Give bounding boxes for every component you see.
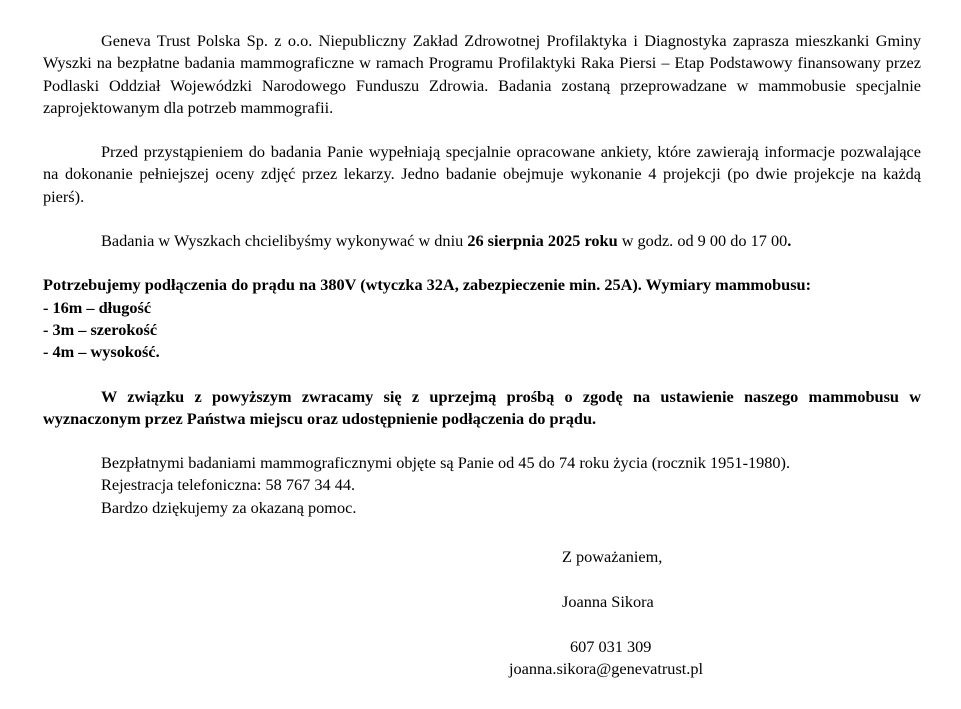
dimension-height: - 4m – wysokość.	[43, 342, 160, 362]
intro-paragraph: Geneva Trust Polska Sp. z o.o. Niepubliczny Zakład Zdrowotnej Profilaktyka i Diagnostyka zaprasza mieszkanki Gminy Wyszki na bezpłatne badania mammograficzne w ramach Programu Profilaktyki Raka Piersi – Etap Podstawowy finansowany przez Podlaski Oddział Wojewódzki Narodowego Funduszu Zdrowia. Badania zostaną przeprowadzane w mammobusie specjalnie zaprojektowanym dla potrzeb mammografii.	[43, 31, 921, 117]
dimension-width: - 3m – szerokość	[43, 319, 158, 339]
survey-paragraph: Przed przystąpieniem do badania Panie wypełniają specjalnie opracowane ankiety, które zawierają informacje pozwalające na dokonanie pełniejszej oceny zdjęć przez lekarzy. Jedno badanie obejmuje wykonanie 4 projekcji (po dwie projekcje na każdą pierś).	[43, 142, 921, 206]
schedule-paragraph	[43, 230, 921, 252]
schedule-period: .	[787, 231, 792, 251]
eligibility-line: Bezpłatnymi badaniami mammograficznymi objęte są Panie od 45 do 74 roku życia (rocznik 1951-1980).	[101, 453, 791, 473]
salutation: Z poważaniem,	[562, 547, 663, 566]
request-paragraph: W związku z powyższym zwracamy się z uprzejmą prośbą o zgodę na ustawienie naszego mammobusu w wyznaczonym przez Państwa miejscu oraz udostępnienie podłączenia do prądu.	[43, 386, 921, 428]
registration-line: Rejestracja telefoniczna: 58 767 34 44.	[101, 475, 356, 495]
power-requirements: Potrzebujemy podłączenia do prądu na 380V (wtyczka 32A, zabezpieczenie min. 25A). Wymiary mammobusu:	[43, 275, 812, 295]
schedule-date: 26 sierpnia 2025 roku	[467, 231, 618, 251]
signatory-name: Joanna Sikora	[562, 592, 654, 611]
schedule-prefix: Badania w Wyszkach chcielibyśmy wykonywać w dniu	[101, 231, 468, 251]
schedule-hours: w godz. od 9 00 do 17 00	[617, 231, 788, 251]
dimension-length: - 16m – długość	[43, 297, 152, 317]
letter-body	[43, 30, 921, 519]
signatory-phone: 607 031 309	[570, 637, 652, 656]
thanks-line: Bardzo dziękujemy za okazaną pomoc.	[101, 497, 357, 517]
signatory-email: joanna.sikora@genevatrust.pl	[509, 659, 704, 678]
